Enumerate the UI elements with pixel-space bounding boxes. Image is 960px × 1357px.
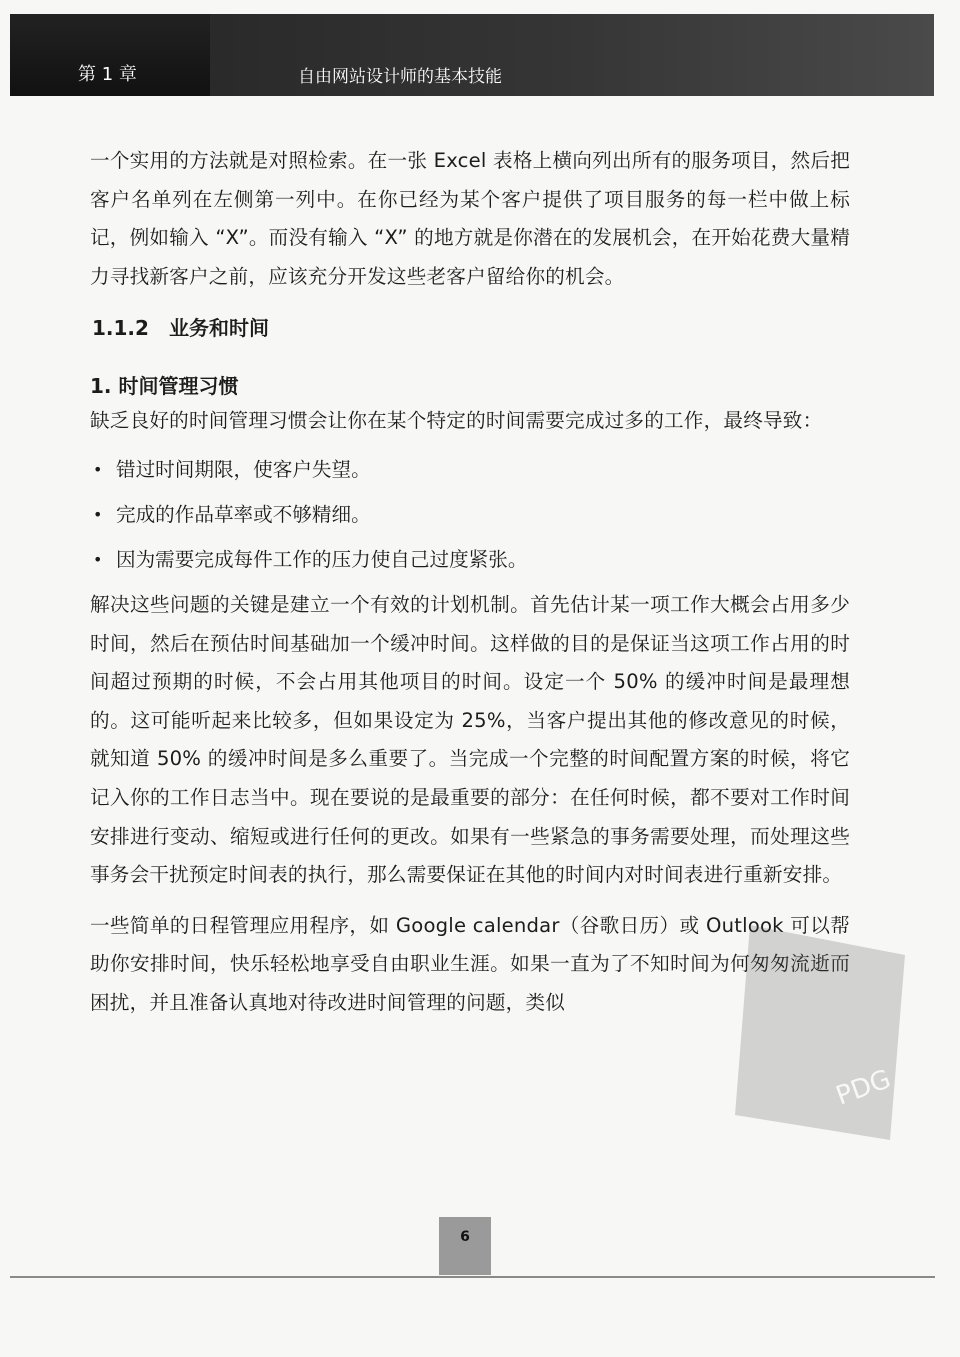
paragraph: 缺乏良好的时间管理习惯会让你在某个特定的时间需要完成过多的工作，最终导致： [90, 409, 823, 433]
list-item: • 因为需要完成每件工作的压力使自己过度紧张。 [90, 537, 850, 582]
section-heading: 1.1.2 业务和时间 [92, 316, 269, 341]
paragraph: 一些简单的日程管理应用程序，如 Google calendar（谷歌日历）或 Outlook 可以帮助你安排时间，快乐轻松地享受自由职业生涯。如果一直为了不知时间为何匆匆流逝而困扰，并且准备认真地对待改进时间管理的问题，类似 [90, 913, 850, 1014]
page-header [10, 14, 934, 96]
bullet-list [90, 447, 850, 582]
svg-text:PDG: PDG [832, 1064, 895, 1112]
chapter-label: 第 1 章 [78, 64, 137, 85]
chapter-title: 自由网站设计师的基本技能 [298, 67, 502, 87]
subsection-heading: 1. 时间管理习惯 [90, 374, 239, 399]
list-item: • 完成的作品草率或不够精细。 [90, 492, 850, 537]
paragraph: 解决这些问题的关键是建立一个有效的计划机制。首先估计某一项工作大概会占用多少时间，然后在预估时间基础加一个缓冲时间。这样做的目的是保证当这项工作占用的时间超过预期的时候，不会占用其他项目的时间。设定一个 50% 的缓冲时间是最理想的。这可能听起来比较多，但如果设定为 25%，当客户提出其他的修改意见的时候，就知道 50% 的缓冲时间是多么重要了。当完成一个完整的时间配置方案的时候，将它记入你的工作日志当中。现在要说的是最重要的部分：在任何时候，都不要对工作时间安排进行变动、缩短或进行任何的更改。如果有一些紧急的事务需要处理，而处理这些事务会干扰预定时间表的执行，那么需要保证在其他的时间内对时间表进行重新安排。 [90, 592, 850, 887]
page-number: 6 [439, 1217, 491, 1275]
paragraph: 一个实用的方法就是对照检索。在一张 Excel 表格上横向列出所有的服务项目，然后把客户名单列在左侧第一列中。在你已经为某个客户提供了项目服务的每一栏中做上标记，例如输入 “X”。而没有输入 “X” 的地方就是你潜在的发展机会，在开始花费大量精力寻找新客户之前，应该充分开发这些老客户留给你的机会。 [90, 149, 850, 288]
list-item: • 错过时间期限，使客户失望。 [90, 447, 850, 492]
page-body [90, 142, 850, 1023]
library-seal-watermark [720, 915, 920, 1145]
footer-rule [10, 1276, 935, 1278]
